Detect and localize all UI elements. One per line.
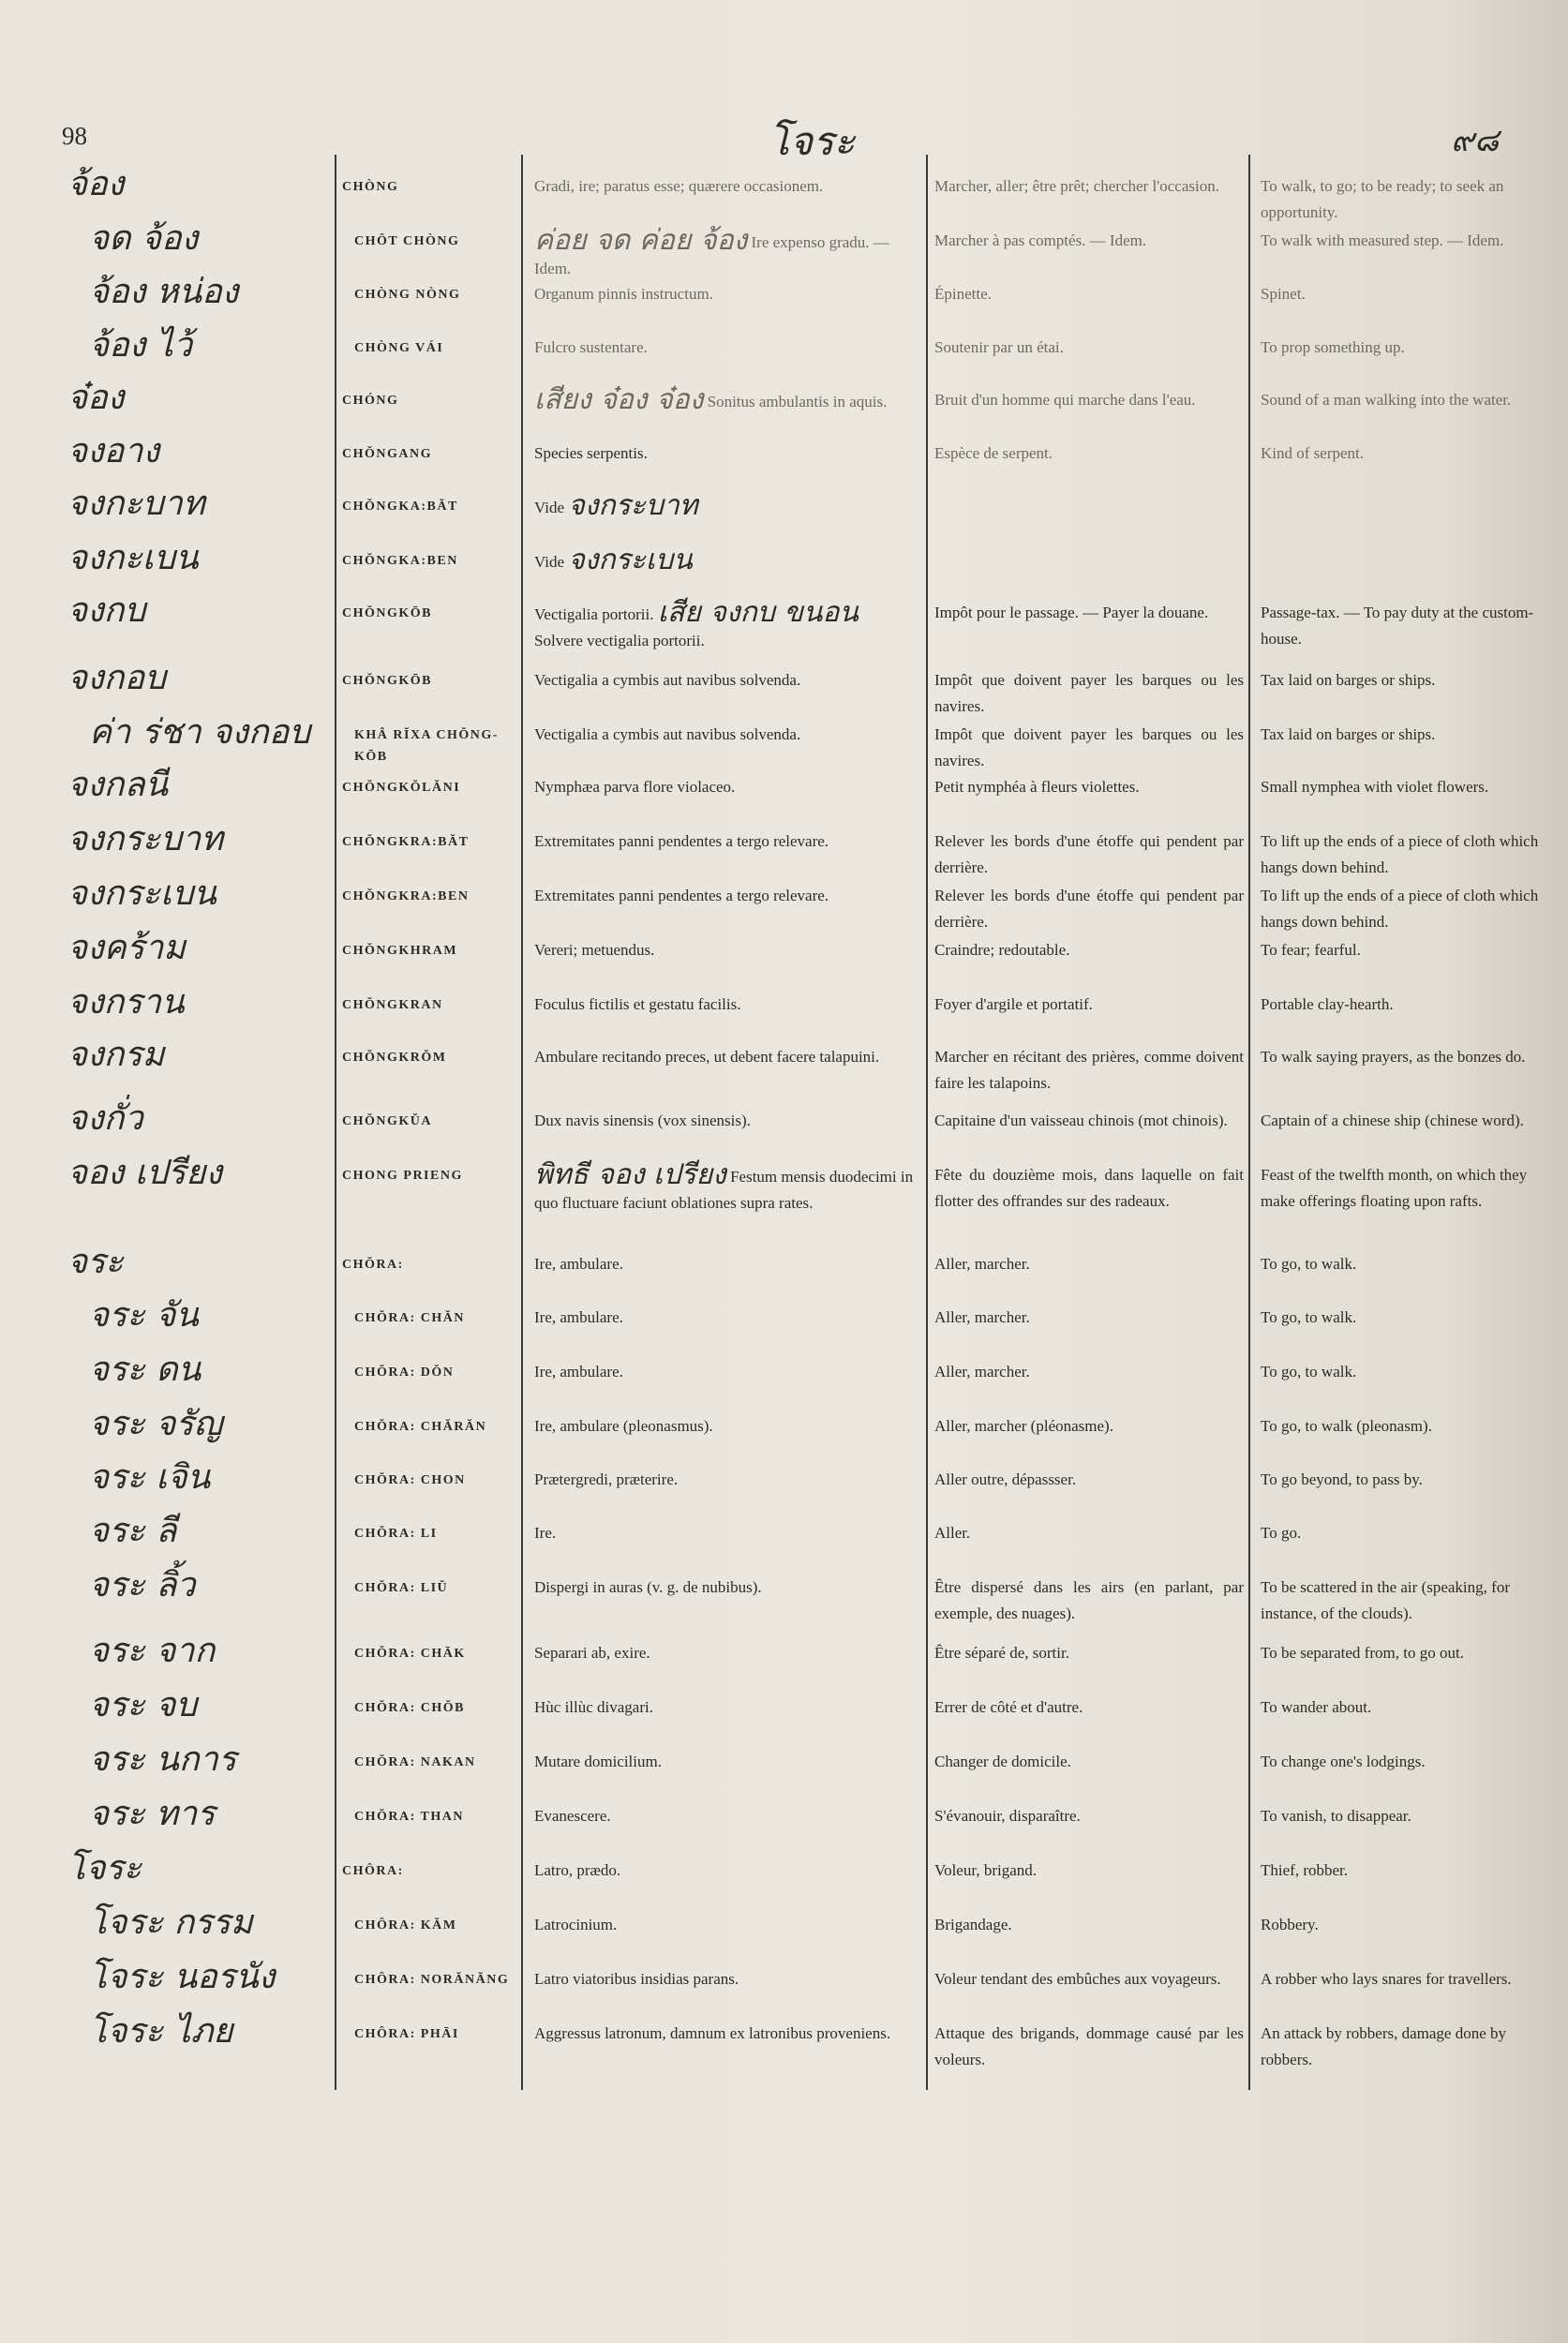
thai-headword: โจระ <box>67 1849 142 1888</box>
english-definition: To change one's lodgings. <box>1261 1753 1426 1770</box>
latin-definition <box>534 1413 928 1440</box>
latin-text: Species serpentis. <box>534 444 648 462</box>
french-definition: Épinette. <box>934 285 992 303</box>
latin-definition <box>534 596 928 654</box>
french-definition: Voleur, brigand. <box>934 1861 1038 1879</box>
thai-headword: จ้อง หน่อง <box>89 273 239 311</box>
thai-headword: จงกลนี <box>67 766 169 804</box>
latin-text: Ire. <box>534 1524 557 1542</box>
latin-definition <box>534 937 928 963</box>
latin-text: Fulcro sustentare. <box>534 338 648 356</box>
french-definition: Brigandage. <box>934 1916 1012 1933</box>
romanization: CHŎNGKRŎM <box>342 1051 447 1065</box>
page-header <box>0 111 1568 164</box>
latin-text: Vide <box>534 499 565 516</box>
latin-text: Aggressus latronum, damnum ex latronibus proveniens. <box>534 2024 891 2042</box>
latin-definition <box>534 1574 928 1601</box>
thai-headword: โจระ กรรม <box>89 1903 253 1942</box>
english-definition: Tax laid on barges or ships. <box>1261 725 1436 743</box>
latin-text: Separari ab, exire. <box>534 1644 650 1662</box>
latin-definition <box>534 667 928 694</box>
english-definition: To walk saying prayers, as the bonzes do. <box>1261 1048 1526 1066</box>
thai-headword: จ้อง ไว้ <box>89 326 193 365</box>
latin-text: Mutare domicilium. <box>534 1753 662 1770</box>
romanization: CHONG PRIENG <box>342 1169 463 1183</box>
english-definition: To lift up the ends of a piece of cloth which hangs down behind. <box>1261 832 1539 876</box>
latin-text: Nymphæa parva flore violaceo. <box>534 778 736 796</box>
thai-headword: จด จ้อง <box>89 219 199 258</box>
french-definition: Bruit d'un homme qui marche dans l'eau. <box>934 391 1196 409</box>
thai-headword: จระ นการ <box>89 1740 237 1779</box>
thai-headword: จงอาง <box>67 432 160 470</box>
french-definition: Relever les bords d'une étoffe qui pendent par derrière. <box>934 887 1244 931</box>
thai-example: จงกระบาท <box>568 489 698 522</box>
english-definition: To go, to walk. <box>1261 1255 1357 1273</box>
english-definition: Small nymphea with violet flowers. <box>1261 778 1489 796</box>
english-definition: To wander about. <box>1261 1698 1372 1716</box>
latin-text: Latro, prædo. <box>534 1861 621 1879</box>
latin-text: Vectigalia a cymbis aut navibus solvenda. <box>534 671 801 689</box>
latin-definition <box>534 828 928 855</box>
french-definition: Impôt que doivent payer les barques ou les navires. <box>934 671 1244 715</box>
french-definition: Craindre; redoutable. <box>934 941 1070 959</box>
latin-definition <box>534 1858 928 1884</box>
romanization: CHŎRA: <box>342 1258 404 1272</box>
english-definition: To go, to walk. <box>1261 1363 1357 1380</box>
latin-definition <box>534 1467 928 1493</box>
french-definition: Foyer d'argile et portatif. <box>934 995 1093 1013</box>
latin-definition <box>534 1803 928 1829</box>
romanization: CHÒNG <box>342 180 399 194</box>
latin-definition <box>534 2021 928 2047</box>
french-definition: Capitaine d'un vaisseau chinois (mot chinois). <box>934 1112 1228 1129</box>
thai-headword: จงกบ <box>67 591 146 630</box>
latin-definition <box>534 440 928 467</box>
latin-text: Ambulare recitando preces, ut debent facere talapuini. <box>534 1048 880 1066</box>
thai-headword: จงกั่ว <box>67 1099 143 1138</box>
latin-text: Sonitus ambulantis in aquis. <box>707 393 888 410</box>
latin-text: Dispergi in auras (v. g. de nubibus). <box>534 1578 762 1596</box>
romanization: CHŎNGKRAN <box>342 998 443 1012</box>
romanization: CHŎRA: DŎN <box>354 1366 455 1380</box>
french-definition: Aller. <box>934 1524 971 1542</box>
english-definition: To prop something up. <box>1261 338 1405 356</box>
latin-definition <box>534 1044 928 1070</box>
english-definition: Sound of a man walking into the water. <box>1261 391 1512 409</box>
thai-headword: จระ เจิน <box>89 1458 211 1497</box>
french-definition: Aller, marcher (pléonasme). <box>934 1417 1113 1435</box>
running-head: โจระ <box>769 118 856 164</box>
romanization: CHÔRA: PHĀI <box>354 2027 459 2041</box>
english-definition: Spinet. <box>1261 285 1306 303</box>
latin-definition <box>534 1520 928 1546</box>
latin-definition <box>534 224 928 282</box>
french-definition: Changer de domicile. <box>934 1753 1071 1770</box>
column-rule <box>335 155 336 2090</box>
romanization: CHŎNGKA:BĂT <box>342 500 458 514</box>
latin-text: Ire, ambulare. <box>534 1308 623 1326</box>
romanization: CHŎNGKHRAM <box>342 944 458 958</box>
thai-example: เสีย จงกบ ขนอน <box>657 596 859 629</box>
english-definition: To vanish, to disappear. <box>1261 1807 1411 1825</box>
romanization: CHŎRA: CHON <box>354 1473 466 1487</box>
latin-definition <box>534 544 928 576</box>
english-definition: Captain of a chinese ship (chinese word). <box>1261 1112 1524 1129</box>
romanization: CHŎRA: LIŬ <box>354 1581 449 1595</box>
latin-definition <box>534 722 928 748</box>
latin-definition <box>534 774 928 800</box>
latin-text: Festum mensis duodecimi in quo fluctuare faciunt oblationes supra rates. <box>534 1168 914 1212</box>
english-definition: To lift up the ends of a piece of cloth which hangs down behind. <box>1261 887 1539 931</box>
latin-text: Vectigalia portorii. <box>534 605 654 623</box>
english-definition: To be scattered in the air (speaking, for instance, of the clouds). <box>1261 1578 1510 1622</box>
thai-headword: จระ จัน <box>89 1296 199 1335</box>
french-definition: Petit nymphéa à fleurs violettes. <box>934 778 1140 796</box>
french-definition: Attaque des brigands, dommage causé par les voleurs. <box>934 2024 1244 2068</box>
latin-definition <box>534 1912 928 1938</box>
romanization: CHÓNG <box>342 394 399 408</box>
english-definition: To go, to walk. <box>1261 1308 1357 1326</box>
romanization: CHÒNG NÒNG <box>354 288 461 302</box>
thai-headword: ค่า ร่ชา จงกอบ <box>89 713 311 752</box>
romanization: CHŎRA: THAN <box>354 1810 464 1824</box>
latin-definition <box>534 1158 928 1216</box>
latin-text: Vectigalia a cymbis aut navibus solvenda. <box>534 725 801 743</box>
thai-example: ค่อย จด ค่อย จ้อง <box>534 224 748 257</box>
romanization: CHŎNGKŌB <box>342 674 433 688</box>
english-definition: To walk with measured step. — Idem. <box>1261 231 1504 249</box>
english-definition: Robbery. <box>1261 1916 1319 1933</box>
thai-headword: จระ จาก <box>89 1632 216 1670</box>
thai-headword: โจระ นอรนัง <box>89 1958 276 1996</box>
english-definition: Passage-tax. — To pay duty at the custom-house. <box>1261 604 1534 648</box>
english-definition: Portable clay-hearth. <box>1261 995 1394 1013</box>
page-number-right: ๙๘ <box>1451 122 1500 159</box>
latin-text: Prætergredi, præterire. <box>534 1470 679 1488</box>
thai-headword: จระ <box>67 1243 124 1281</box>
french-definition: Aller outre, dépassser. <box>934 1470 1077 1488</box>
latin-text: Extremitates panni pendentes a tergo relevare. <box>534 832 829 850</box>
thai-headword: จงคร้าม <box>67 929 187 967</box>
latin-definition <box>534 281 928 307</box>
romanization: CHŎNGKA:BEN <box>342 554 458 568</box>
english-definition: To go, to walk (pleonasm). <box>1261 1417 1432 1435</box>
thai-headword: จระ จรัญ <box>89 1405 223 1443</box>
thai-headword: จ้อง <box>67 165 125 203</box>
thai-headword: จงกะบาท <box>67 485 205 523</box>
romanization: CHŎNGKRA:BĂT <box>342 835 470 849</box>
latin-definition <box>534 1694 928 1721</box>
latin-definition <box>534 173 928 200</box>
thai-headword: จอง เปรียง <box>67 1154 222 1192</box>
french-definition: Impôt pour le passage. — Payer la douane. <box>934 604 1209 621</box>
thai-headword: จระ ลี <box>89 1512 177 1550</box>
english-definition: To go. <box>1261 1524 1302 1542</box>
romanization: CHŎRA: CHĀK <box>354 1647 466 1661</box>
french-definition: Être dispersé dans les airs (en parlant, par exemple, des nuages). <box>934 1578 1244 1622</box>
latin-definition <box>534 489 928 522</box>
french-definition: Relever les bords d'une étoffe qui pendent par derrière. <box>934 832 1244 876</box>
latin-definition <box>534 1749 928 1775</box>
thai-headword: จ๋อง <box>67 379 125 417</box>
thai-headword: จงกระเบน <box>67 874 217 913</box>
thai-headword: จระ ทาร <box>89 1795 216 1833</box>
latin-definition <box>534 1359 928 1385</box>
romanization: KHÂ RĬXA CHŎNG-KŌB <box>354 728 499 764</box>
romanization: CHŎRA: CHĂRĂN <box>354 1420 487 1434</box>
thai-headword: จระ ลิ้ว <box>89 1566 196 1604</box>
romanization: CHŎNGANG <box>342 447 432 461</box>
thai-headword: จงกระบาท <box>67 820 223 858</box>
french-definition: Aller, marcher. <box>934 1308 1030 1326</box>
romanization: CHŎNGKŌB <box>342 606 433 620</box>
latin-text: Vereri; metuendus. <box>534 941 655 959</box>
thai-headword: จระ ดน <box>89 1351 202 1389</box>
romanization: CHŎRA: NAKAN <box>354 1755 476 1769</box>
latin-definition <box>534 992 928 1018</box>
latin-definition <box>534 335 928 361</box>
thai-headword: จงกรม <box>67 1036 165 1074</box>
french-definition: S'évanouir, disparaître. <box>934 1807 1081 1825</box>
thai-headword: จงกราน <box>67 983 185 1022</box>
latin-text: Ire, ambulare. <box>534 1363 623 1380</box>
french-definition: Être séparé de, sortir. <box>934 1644 1069 1662</box>
latin-definition <box>534 1251 928 1277</box>
latin-text: Latrocinium. <box>534 1916 618 1933</box>
english-definition: Thief, robber. <box>1261 1861 1348 1879</box>
thai-headword: จงกอบ <box>67 659 166 697</box>
thai-headword: จงกะเบน <box>67 539 199 577</box>
english-definition: To fear; fearful. <box>1261 941 1361 959</box>
french-definition: Marcher en récitant des prières, comme doivent faire les talapoins. <box>934 1048 1244 1092</box>
latin-definition <box>534 1108 928 1134</box>
thai-headword: จระ จบ <box>89 1686 198 1724</box>
thai-headword: โจระ ไภย <box>89 2012 233 2051</box>
latin-text: Ire expenso gradu. — Idem. <box>534 233 889 277</box>
thai-example: พิทธี จอง เปรียง <box>534 1158 726 1191</box>
latin-definition <box>534 883 928 909</box>
french-definition: Fête du douzième mois, dans laquelle on fait flotter des offrandes sur des radeaux. <box>934 1166 1244 1210</box>
latin-text: Foculus fictilis et gestatu facilis. <box>534 995 741 1013</box>
french-definition: Aller, marcher. <box>934 1363 1030 1380</box>
english-definition: An attack by robbers, damage done by robbers. <box>1261 2024 1506 2068</box>
latin-definition <box>534 383 928 416</box>
english-definition: A robber who lays snares for travellers. <box>1261 1970 1512 1988</box>
romanization: CHÔRA: <box>342 1864 404 1878</box>
latin-definition <box>534 1305 928 1331</box>
french-definition: Marcher à pas comptés. — Idem. <box>934 231 1147 249</box>
english-definition: Kind of serpent. <box>1261 444 1365 462</box>
page-number-left: 98 <box>62 122 87 150</box>
latin-definition <box>534 1640 928 1666</box>
latin-text: Dux navis sinensis (vox sinensis). <box>534 1112 751 1129</box>
latin-text: Organum pinnis instructum. <box>534 285 713 303</box>
latin-text: Evanescere. <box>534 1807 611 1825</box>
french-definition: Aller, marcher. <box>934 1255 1030 1273</box>
latin-text: Solvere vectigalia portorii. <box>534 632 705 649</box>
romanization: CHŎNGKRA:BEN <box>342 889 470 903</box>
latin-text: Extremitates panni pendentes a tergo relevare. <box>534 887 829 904</box>
column-rule <box>521 155 523 2090</box>
latin-text: Hùc illùc divagari. <box>534 1698 653 1716</box>
english-definition: Feast of the twelfth month, on which they make offerings floating upon rafts. <box>1261 1166 1528 1210</box>
english-definition: To go beyond, to pass by. <box>1261 1470 1423 1488</box>
romanization: CHŎNGKŬA <box>342 1114 432 1128</box>
latin-text: Vide <box>534 553 565 571</box>
romanization: CHŎNGKŎLĂNI <box>342 781 461 795</box>
thai-example: จงกระเบน <box>568 544 693 576</box>
romanization: CHÔRA: KĂM <box>354 1918 457 1933</box>
french-definition: Impôt que doivent payer les barques ou les navires. <box>934 725 1244 769</box>
latin-definition <box>534 1966 928 1992</box>
french-definition: Soutenir par un étai. <box>934 338 1064 356</box>
romanization: CHŎRA: CHŎB <box>354 1701 465 1715</box>
thai-example: เสียง จ๋อง จ๋อง <box>534 383 704 416</box>
romanization: CHŎRA: LI <box>354 1527 438 1541</box>
french-definition: Voleur tendant des embûches aux voyageurs. <box>934 1970 1221 1988</box>
latin-text: Gradi, ire; paratus esse; quærere occasionem. <box>534 177 824 195</box>
latin-text: Ire, ambulare. <box>534 1255 623 1273</box>
french-definition: Errer de côté et d'autre. <box>934 1698 1083 1716</box>
romanization: CHÒNG VÁI <box>354 341 444 355</box>
english-definition: To walk, to go; to be ready; to seek an opportunity. <box>1261 177 1504 221</box>
latin-text: Ire, ambulare (pleonasmus). <box>534 1417 713 1435</box>
romanization: CHÔT CHÒNG <box>354 234 460 248</box>
romanization: CHŎRA: CHĂN <box>354 1311 465 1325</box>
french-definition: Marcher, aller; être prêt; chercher l'occasion. <box>934 177 1219 195</box>
romanization: CHÔRA: NORĂNĂNG <box>354 1973 510 1987</box>
english-definition: To be separated from, to go out. <box>1261 1644 1464 1662</box>
column-rule <box>1248 155 1250 2090</box>
french-definition: Espèce de serpent. <box>934 444 1053 462</box>
english-definition: Tax laid on barges or ships. <box>1261 671 1436 689</box>
latin-text: Latro viatoribus insidias parans. <box>534 1970 739 1988</box>
